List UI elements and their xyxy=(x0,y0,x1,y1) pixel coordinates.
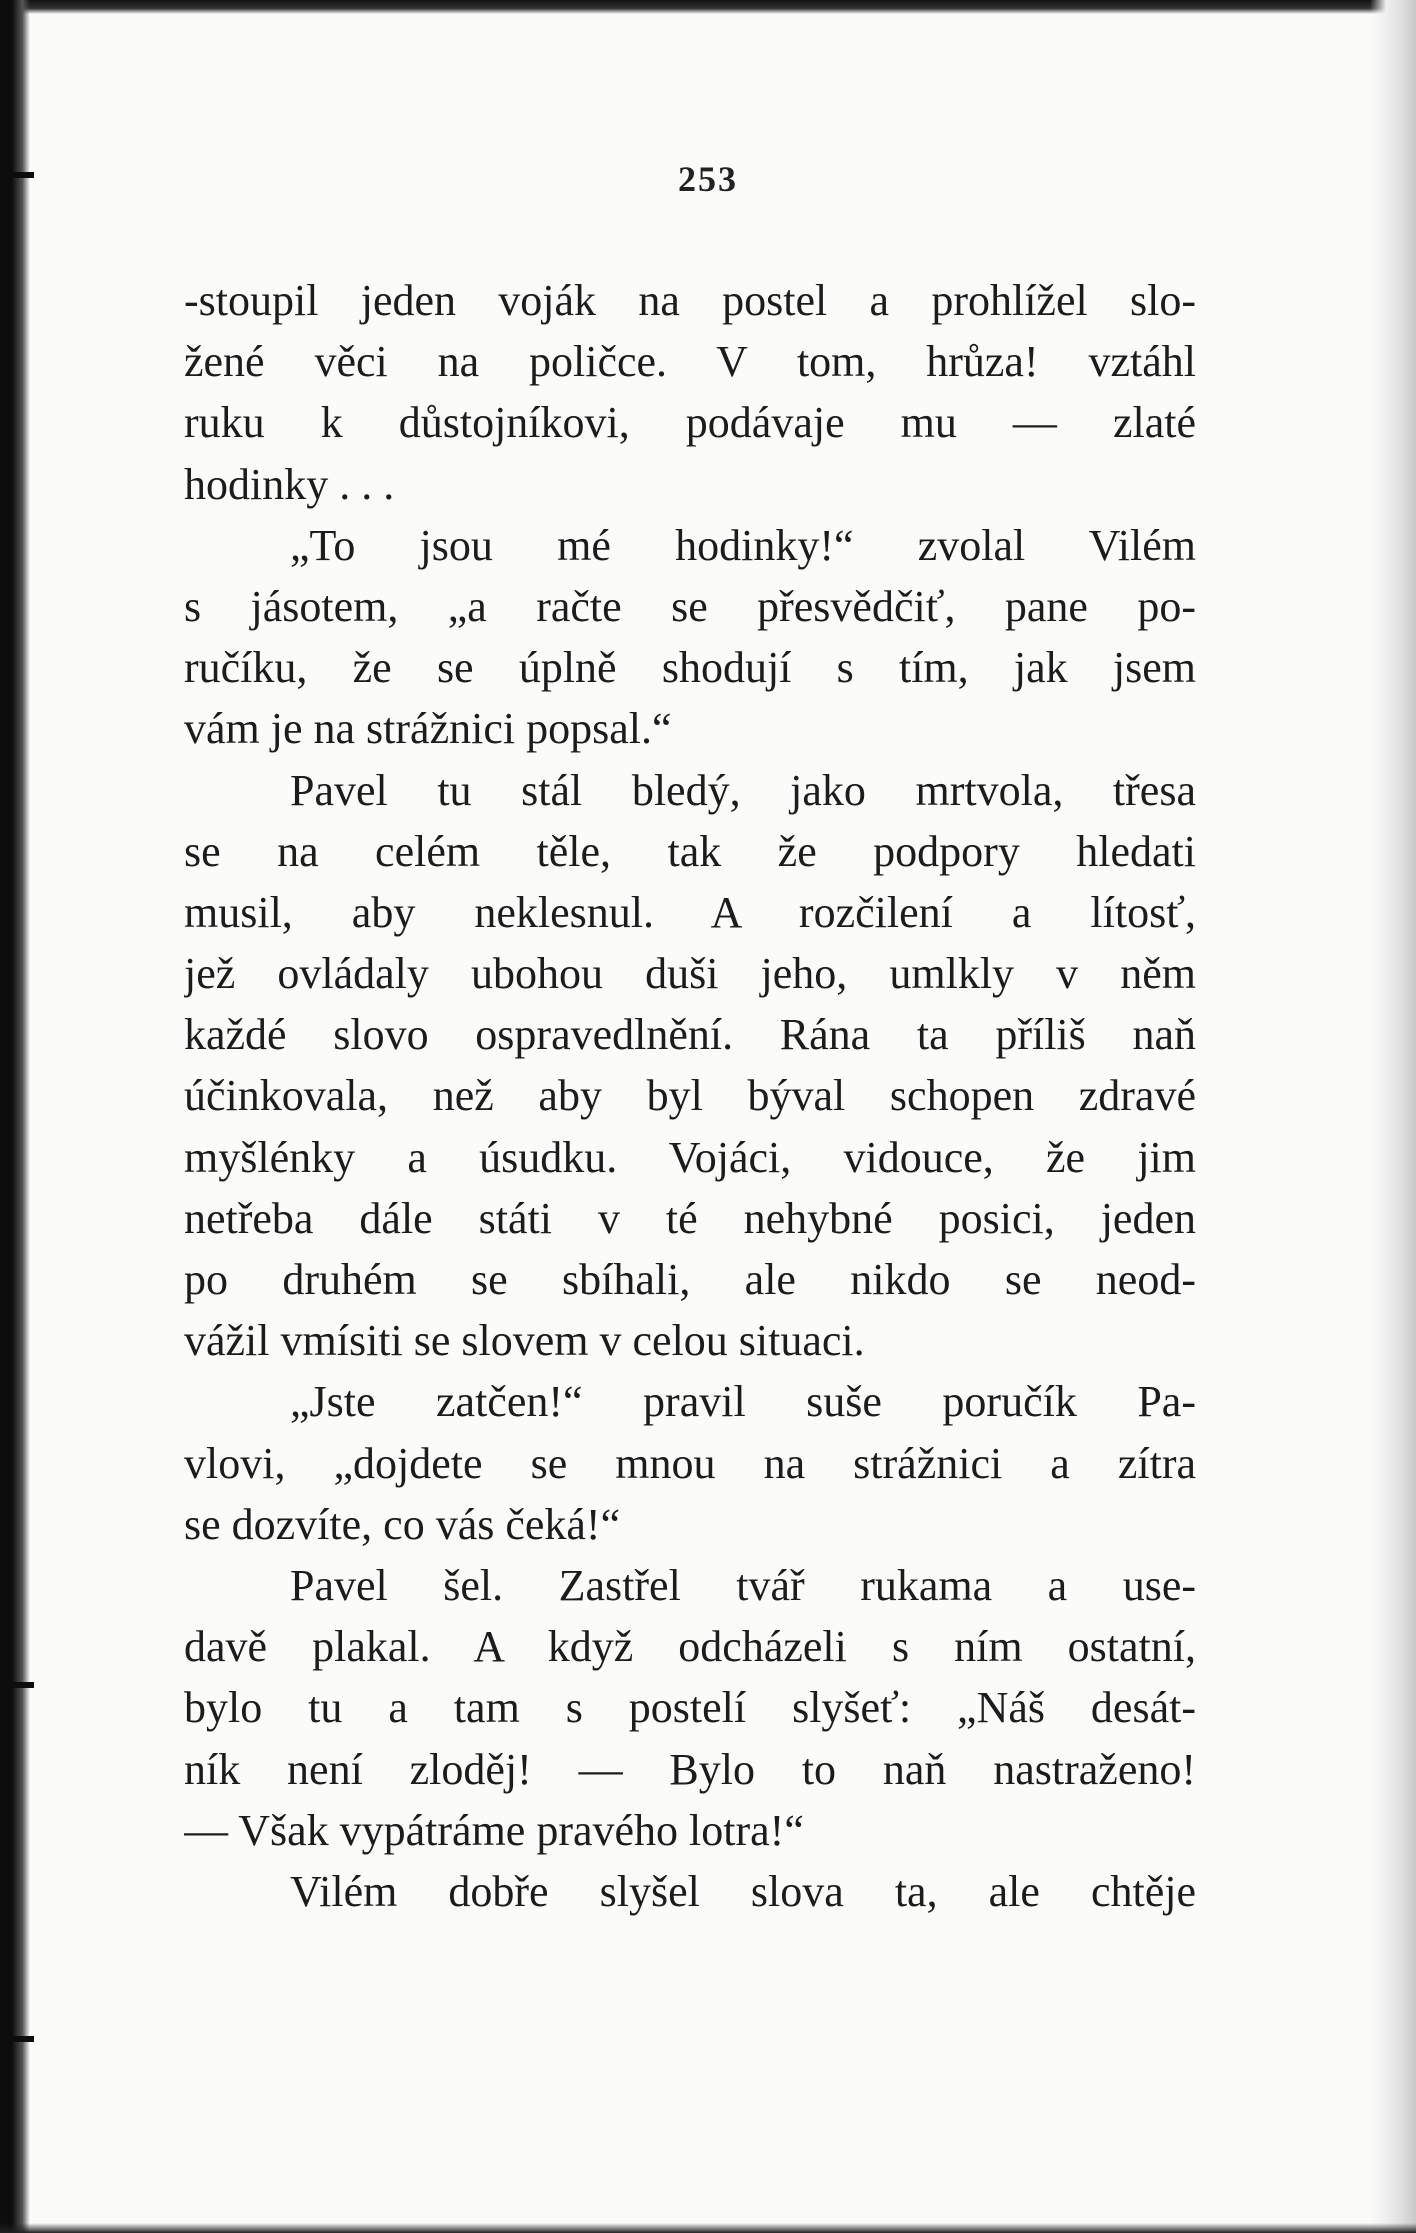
text-line: davě plakal. A když odcházeli s ním ostatní, xyxy=(184,1622,1196,1672)
scan-edge-right xyxy=(1370,0,1416,2233)
text-line: myšlénky a úsudku. Vojáci, vidouce, že jim xyxy=(184,1132,1196,1182)
text-line: ník není zloděj! — Bylo to naň nastraženo! xyxy=(184,1744,1196,1794)
text-line: Pavel šel. Zastřel tvář rukama a use- xyxy=(290,1560,1196,1610)
text-line: se na celém těle, tak že podpory hledati xyxy=(184,826,1196,876)
text-line: se dozvíte, co vás čeká!“ xyxy=(184,1499,621,1549)
text-line: s jásotem, „a račte se přesvědčiť, pane po- xyxy=(184,581,1196,631)
scan-edge-top xyxy=(0,0,1416,14)
text-line: „Jste zatčen!“ pravil suše poručík Pa- xyxy=(290,1377,1196,1427)
text-line: vážil vmísiti se slovem v celou situaci. xyxy=(184,1316,865,1366)
page-number: 253 xyxy=(678,159,738,199)
binding-mark xyxy=(6,1682,34,1688)
text-line: -stoupil jeden voják na postel a prohlížel slo- xyxy=(184,276,1196,325)
text-line: vlovi, „dojdete se mnou na strážnici a zítra xyxy=(184,1438,1196,1488)
text-line: každé slovo ospravedlnění. Rána ta příliš naň xyxy=(184,1010,1196,1060)
text-line: bylo tu a tam s postelí slyšeť: „Náš desát- xyxy=(184,1683,1196,1733)
text-line: Pavel tu stál bledý, jako mrtvola, třesa xyxy=(290,765,1196,815)
text-line: po druhém se sbíhali, ale nikdo se neod- xyxy=(184,1255,1196,1304)
text-line: „To jsou mé hodinky!“ zvolal Vilém xyxy=(290,520,1196,570)
scan-edge-bottom xyxy=(0,2223,1416,2233)
text-line: netřeba dále státi v té nehybné posici, jeden xyxy=(184,1193,1196,1243)
binding-mark xyxy=(6,2036,34,2042)
text-line: — Však vypátráme pravého lotra!“ xyxy=(184,1805,804,1855)
text-line: účinkovala, než aby byl býval schopen zdravé xyxy=(184,1071,1196,1121)
text-line: musil, aby neklesnul. A rozčilení a lítosť, xyxy=(184,887,1196,937)
text-line: vám je na strážnici popsal.“ xyxy=(184,704,672,754)
text-line: jež ovládaly ubohou duši jeho, umlkly v něm xyxy=(184,949,1196,999)
text-line: ruku k důstojníkovi, podávaje mu — zlaté xyxy=(184,398,1196,448)
scan-edge-left xyxy=(0,0,30,2233)
text-line: žené věci na poličce. V tom, hrůza! vztáhl xyxy=(184,337,1196,387)
text-line: Vilém dobře slyšel slova ta, ale chtěje xyxy=(290,1866,1196,1916)
text-line: ručíku, že se úplně shodují s tím, jak jsem xyxy=(184,643,1196,693)
body-text xyxy=(184,270,1196,1922)
text-line: hodinky . . . xyxy=(184,459,395,509)
